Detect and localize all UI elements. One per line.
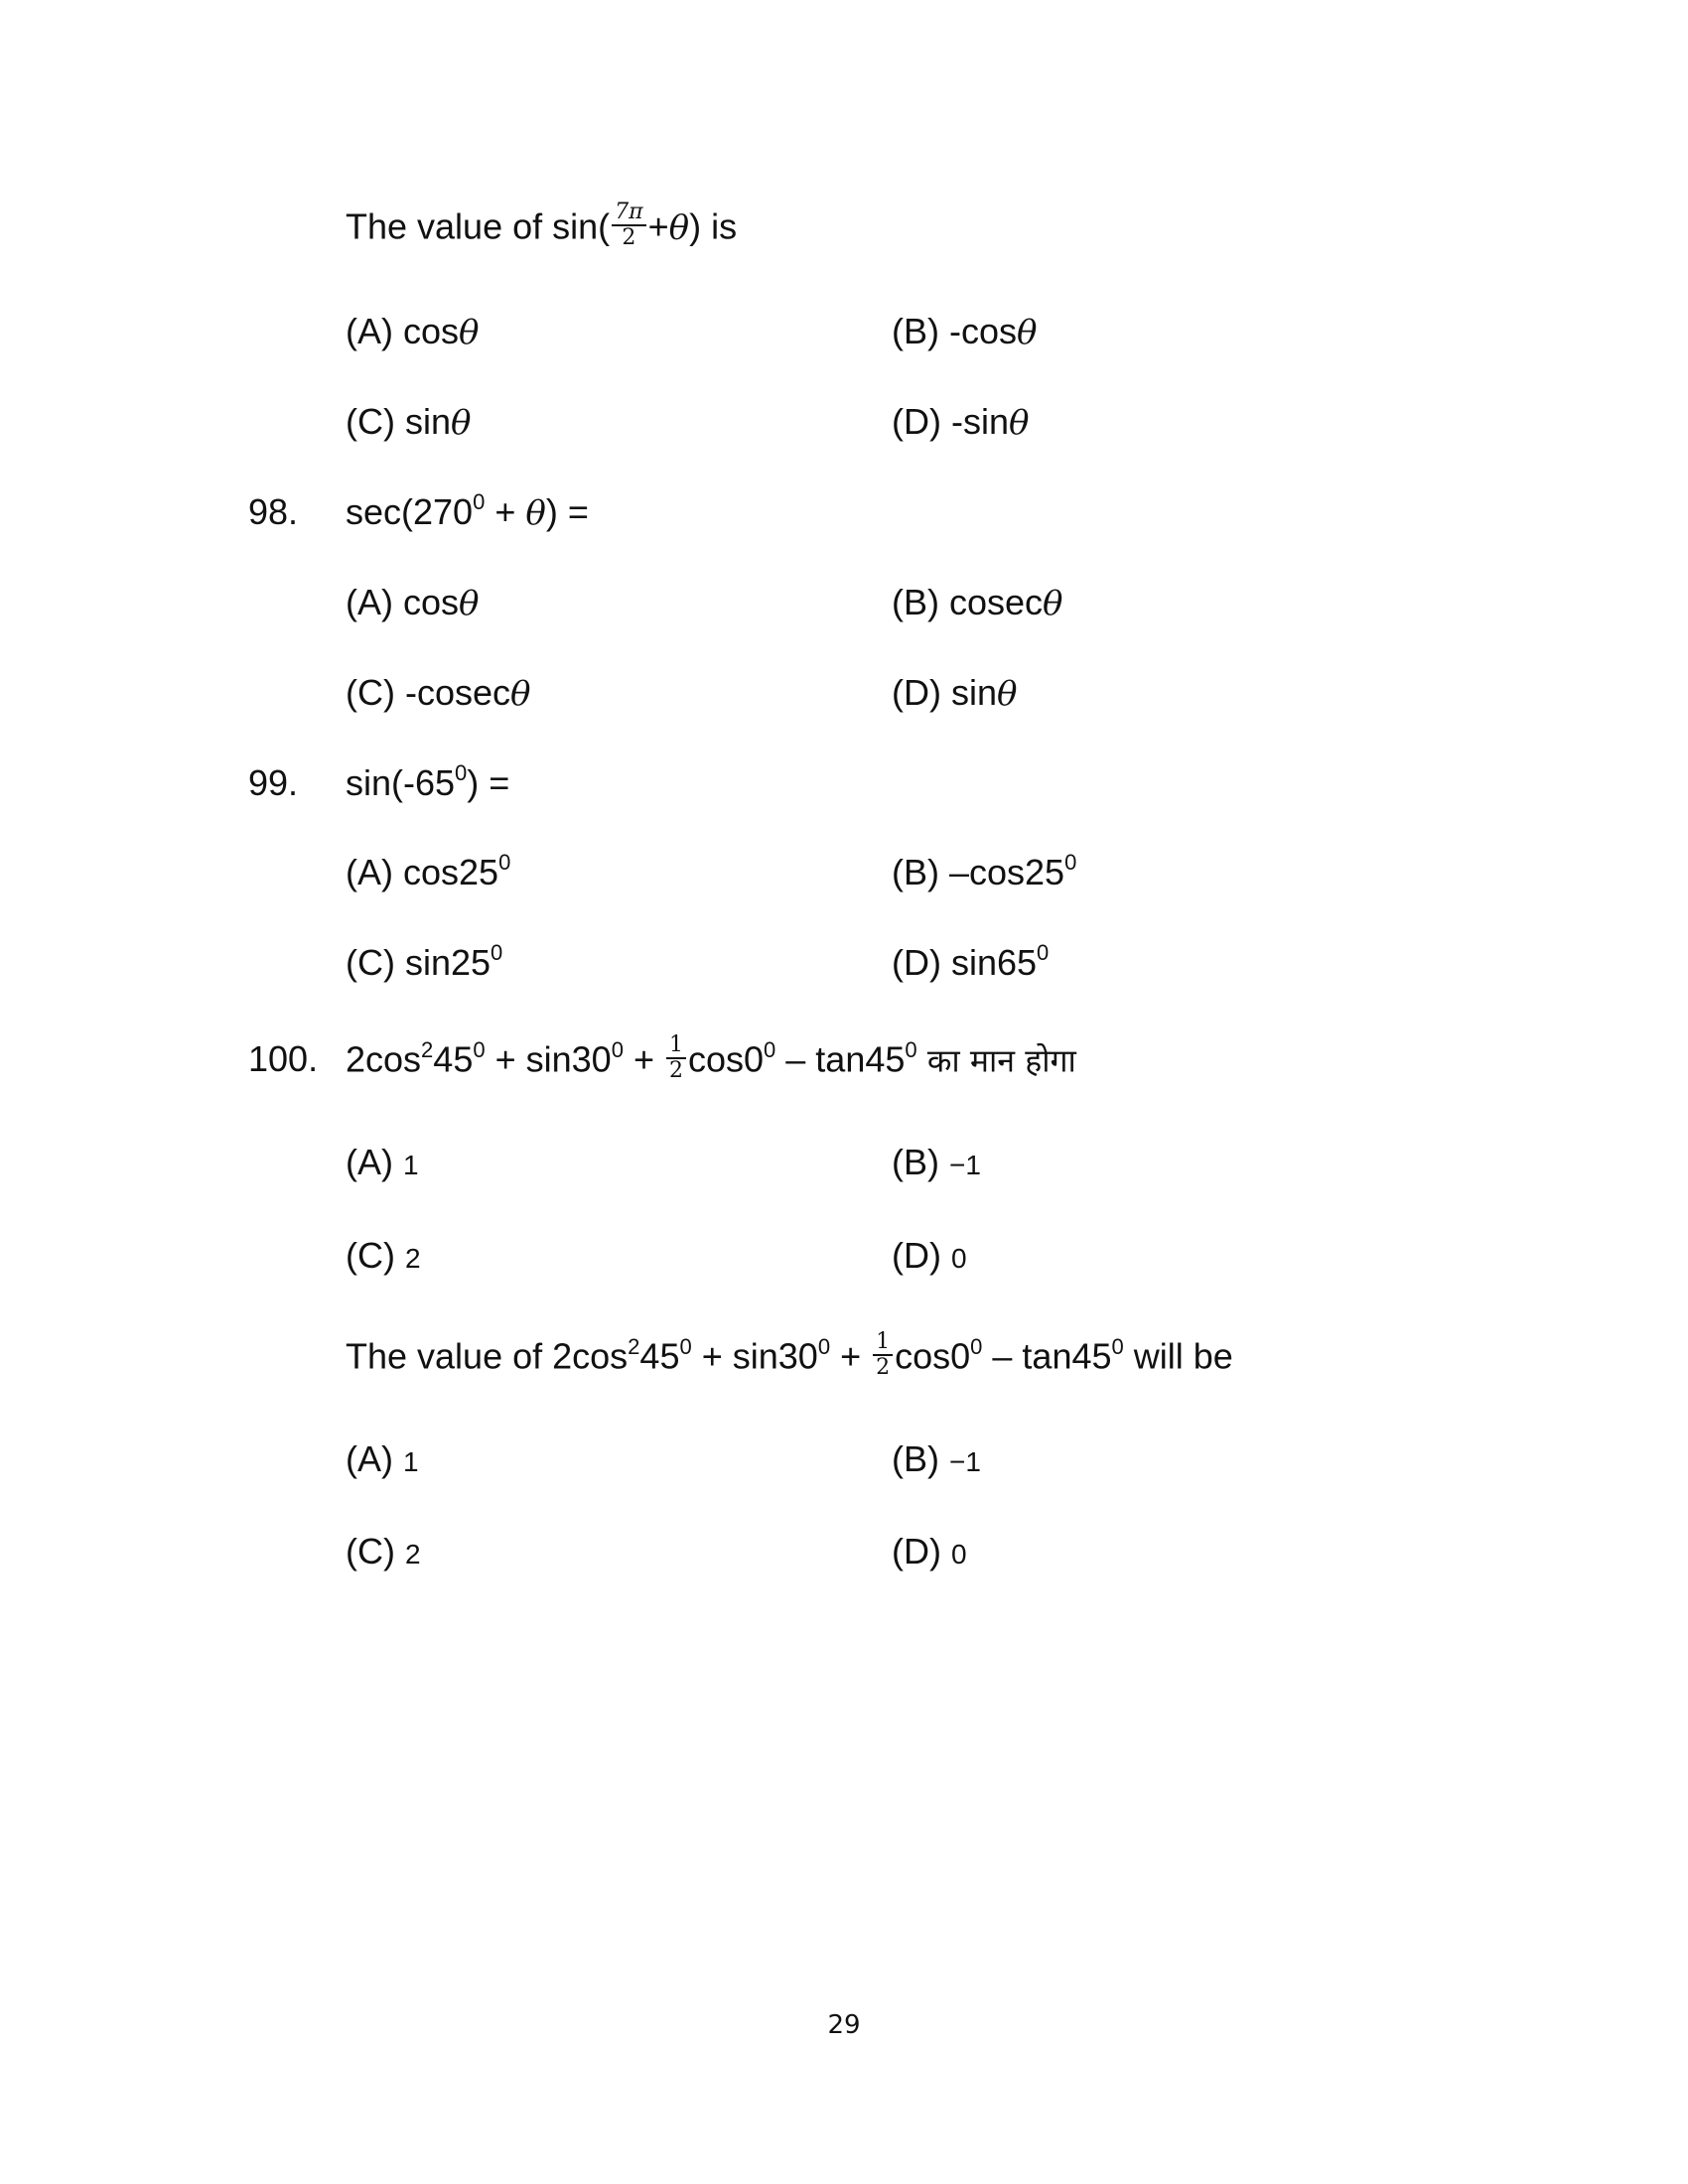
- q99-option-d-label: (D) sin65: [892, 942, 1038, 983]
- q100-en-frac-num: 1: [873, 1330, 893, 1356]
- q100-hi-sup: 0: [905, 1036, 917, 1062]
- q100-en-sup: 2: [628, 1333, 640, 1359]
- q100-en-frac-den: 2: [876, 1355, 891, 1380]
- q97-option-d: [892, 400, 1029, 445]
- q97-option-c-theta: θ: [451, 403, 472, 443]
- q100-en-option-b-label: (B): [892, 1438, 939, 1479]
- q100-hi-part: cos0: [687, 1038, 765, 1080]
- q98-option-b-label: (B) cosec: [892, 582, 1044, 622]
- q99-number: 99.: [248, 762, 299, 803]
- q98-option-c: [346, 671, 531, 716]
- q97-frac-num: 7π: [612, 201, 645, 226]
- q100-en-sup: 0: [970, 1333, 983, 1359]
- q100-en-option-d-value: 0: [951, 1539, 967, 1570]
- q100-en-fraction: [873, 1330, 893, 1380]
- q99-option-b-degree: 0: [1064, 850, 1077, 875]
- q100-hi-part: 45: [433, 1038, 474, 1080]
- q100-hi-part: +: [623, 1038, 664, 1080]
- q97-fraction: [612, 201, 645, 250]
- q100-hi-option-c-value: 2: [405, 1243, 421, 1274]
- q99-option-c: [346, 941, 502, 985]
- q99-option-b: [892, 851, 1076, 894]
- q98-stem: [346, 490, 589, 535]
- q100-en-sup: 0: [1111, 1333, 1124, 1359]
- q100-hi-sup: 0: [611, 1036, 624, 1062]
- q99-stem: [346, 761, 509, 805]
- q100-en-sup: 0: [817, 1333, 831, 1359]
- q99-degree: 0: [455, 760, 468, 785]
- q99-option-d: [892, 941, 1049, 985]
- q97-option-d-theta: θ: [1008, 403, 1030, 443]
- q100-en-option-c-value: 2: [405, 1539, 421, 1570]
- q100-hi-option-a: [346, 1141, 419, 1187]
- q99-option-c-label: (C) sin25: [346, 942, 492, 983]
- q99-stem-prefix: sin(-65: [346, 762, 456, 803]
- q98-stem-suffix: ) =: [545, 491, 589, 532]
- q98-option-a: [346, 581, 480, 625]
- q100-en-part: The value of 2cos: [346, 1335, 629, 1377]
- q98-option-c-label: (C) -cosec: [346, 672, 511, 713]
- q100-hi-option-c: [346, 1234, 421, 1281]
- q97-stem-prefix: The value of sin(: [346, 205, 611, 247]
- q97-option-a: [346, 310, 480, 354]
- q100-en-option-a-value: 1: [403, 1446, 419, 1477]
- q97-stem-mid: +: [647, 205, 669, 247]
- q100-hi-option-b: [892, 1141, 981, 1187]
- q100-hi-stem: [346, 1032, 1076, 1087]
- q98-option-d-theta: θ: [997, 674, 1018, 714]
- q100-hi-hindi-text: का मान होगा: [916, 1041, 1076, 1080]
- q98-option-b-theta: θ: [1043, 584, 1063, 623]
- q99-option-a-label: (A) cos25: [346, 852, 499, 892]
- q97-frac-den: 2: [622, 225, 636, 250]
- q98-stem-prefix: sec(270: [346, 491, 474, 532]
- q100-en-part: +: [830, 1335, 872, 1377]
- q97-option-a-theta: θ: [459, 313, 480, 352]
- q100-en-option-c: [346, 1530, 421, 1576]
- q100-hi-frac-num: 1: [666, 1033, 686, 1059]
- q98-option-d-label: (D) sin: [892, 672, 997, 713]
- q97-option-a-label: (A) cos: [346, 311, 460, 351]
- q98-option-c-theta: θ: [510, 674, 531, 714]
- q100-en-option-c-label: (C): [346, 1531, 395, 1571]
- q98-stem-mid: +: [485, 491, 526, 532]
- q100-en-part: cos0: [895, 1335, 971, 1377]
- q100-en-part: will be: [1123, 1335, 1233, 1377]
- q98-option-a-label: (A) cos: [346, 582, 460, 622]
- q100-en-sup: 0: [679, 1333, 692, 1359]
- q100-en-option-d: [892, 1530, 967, 1576]
- q98-option-a-theta: θ: [459, 584, 480, 623]
- page-number: 29: [827, 2010, 861, 2040]
- q98-degree: 0: [473, 489, 486, 514]
- q97-option-b-theta: θ: [1017, 313, 1038, 352]
- q100-en-stem: [346, 1329, 1233, 1384]
- q100-en-part: – tan45: [982, 1335, 1112, 1377]
- q97-option-b: [892, 310, 1037, 354]
- q100-hi-sup: 0: [764, 1036, 776, 1062]
- q98-theta: θ: [525, 493, 546, 533]
- q97-option-d-label: (D) -sin: [892, 401, 1009, 442]
- q100-en-option-d-label: (D): [892, 1531, 941, 1571]
- q97-stem: [346, 200, 738, 254]
- q100-hi-frac-den: 2: [668, 1058, 683, 1083]
- q100-hi-option-c-label: (C): [346, 1235, 395, 1276]
- q99-option-a: [346, 851, 510, 894]
- q98-option-b: [892, 581, 1063, 625]
- q100-hi-option-b-label: (B): [892, 1142, 939, 1182]
- q98-number: 98.: [248, 491, 299, 532]
- q100-hi-sup: 0: [473, 1036, 486, 1062]
- q100-hi-option-d-value: 0: [951, 1243, 967, 1274]
- q97-option-c-label: (C) sin: [346, 401, 451, 442]
- q100-en-option-b-value: −1: [949, 1446, 981, 1477]
- q100-hi-option-b-value: −1: [949, 1150, 981, 1180]
- q100-hi-sup: 2: [421, 1036, 434, 1062]
- q99-option-a-degree: 0: [498, 850, 511, 875]
- q99-option-b-label: (B) –cos25: [892, 852, 1065, 892]
- q100-en-part: + sin30: [691, 1335, 818, 1377]
- q100-hi-option-a-label: (A): [346, 1142, 393, 1182]
- q100-hi-option-d: [892, 1234, 967, 1281]
- q98-option-d: [892, 671, 1017, 716]
- q100-number: 100.: [248, 1038, 319, 1079]
- q100-hi-option-a-value: 1: [403, 1150, 419, 1180]
- q100-hi-part: + sin30: [485, 1038, 612, 1080]
- q97-option-b-label: (B) -cos: [892, 311, 1017, 351]
- q100-en-part: 45: [639, 1335, 680, 1377]
- q97-stem-suffix: ) is: [689, 205, 738, 247]
- q99-option-d-degree: 0: [1037, 940, 1050, 965]
- q100-hi-part: 2cos: [346, 1038, 422, 1080]
- q99-option-c-degree: 0: [491, 940, 503, 965]
- q100-en-option-a: [346, 1437, 419, 1484]
- q100-en-option-a-label: (A): [346, 1438, 393, 1479]
- q100-hi-option-d-label: (D): [892, 1235, 941, 1276]
- q97-theta: θ: [668, 207, 690, 248]
- q100-hi-fraction: [666, 1033, 686, 1083]
- q100-hi-part: – tan45: [775, 1038, 906, 1080]
- q99-stem-suffix: ) =: [467, 762, 510, 803]
- q100-en-option-b: [892, 1437, 981, 1484]
- q97-option-c: [346, 400, 471, 445]
